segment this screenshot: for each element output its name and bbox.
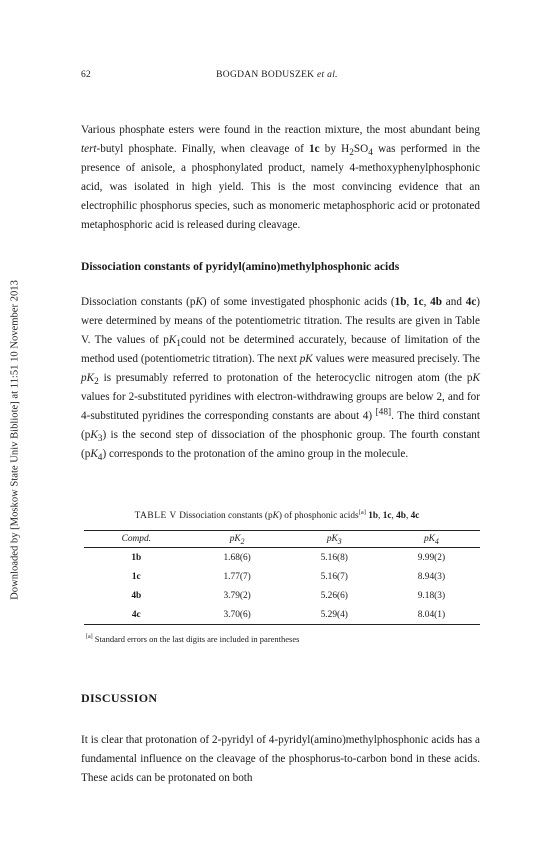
value-cell: 1.77(7) bbox=[223, 571, 251, 582]
authors-suffix: et al. bbox=[317, 70, 338, 80]
section-title-discussion: DISCUSSION bbox=[81, 691, 158, 705]
table-row bbox=[84, 548, 480, 568]
paragraph-phosphate-esters: Various phosphate esters were found in the reaction mixture, the most abundant being tert-butyl phosphate. Finally, when cleavage of 1c by $H_2SO_4$ was performed in the presence of anisole, a phosphonylated product, namely 4-methoxyphenylphosphonic acid, was isolated in high yield. This is the most convincing evidence that an electrophilic phosphorus species, such as monomeric metaphosphoric acid or protonated metaphosphoric acid is released during cleavage. bbox=[81, 124, 481, 231]
value-cell: 8.04(1) bbox=[383, 605, 480, 625]
value-cell: 5.29(4) bbox=[286, 605, 383, 625]
compound-cell: 1b bbox=[131, 552, 142, 563]
table-footnote: [a] Standard errors on the last digits are included in parentheses bbox=[86, 634, 300, 644]
value-cell: 3.70(6) bbox=[189, 605, 286, 625]
value-cell: 3.79(2) bbox=[223, 590, 251, 601]
section-title-dissociation: Dissociation constants of pyridyl(amino)methylphosphonic acids bbox=[81, 260, 400, 273]
table-row bbox=[84, 567, 480, 586]
dissociation-table bbox=[84, 530, 480, 625]
table-header-row bbox=[84, 531, 480, 548]
authors-name: BOGDAN BODUSZEK bbox=[216, 70, 315, 80]
table-caption-text: Dissociation constants (pK) of phosphonic acids[a] 1b, 1c, 4b, 4c bbox=[179, 508, 420, 521]
column-header: $pK_3$ bbox=[286, 531, 383, 548]
value-cell: 9.18(3) bbox=[417, 590, 446, 601]
table-row bbox=[84, 586, 480, 605]
download-watermark bbox=[0, 0, 30, 865]
paragraph-discussion: It is clear that protonation of 2-pyridyl of 4-pyridyl(amino)methylphosphonic acids has a fundamental influence on the cleavage of the phosphorus-to-carbon bond in these acids. These acids can be protonated on both bbox=[81, 734, 480, 784]
table-label: TABLE V bbox=[134, 511, 177, 521]
value-cell: 1.68(6) bbox=[223, 552, 251, 563]
column-header: Compd. bbox=[84, 531, 189, 548]
page-number: 62 bbox=[81, 70, 92, 80]
value-cell: 5.26(6) bbox=[320, 590, 348, 601]
value-cell: 9.99(2) bbox=[417, 552, 446, 563]
table-caption bbox=[74, 508, 480, 521]
column-header: $pK_4$ bbox=[383, 531, 480, 548]
column-header: $pK_2$ bbox=[189, 531, 286, 548]
value-cell: 5.16(7) bbox=[320, 571, 348, 582]
table-row bbox=[84, 605, 480, 625]
compound-cell: 4c bbox=[84, 605, 189, 625]
compound-cell: 4b bbox=[131, 590, 142, 601]
value-cell: 8.94(3) bbox=[417, 571, 446, 582]
value-cell: 5.16(8) bbox=[320, 552, 348, 563]
download-note: Downloaded by [Moskow State Univ Bibliote] at 11:51 10 November 2013 bbox=[9, 280, 21, 600]
running-authors bbox=[74, 70, 480, 80]
paragraph-dissociation: Dissociation constants (pK) of some investigated phosphonic acids (1b, 1c, 4b and 4c) were determined by means of the potentiometric titration. The results are given in Table V. The values of $pK_1could$ not be determined accurately, because of limitation of the method used (potentiometric titration). The next pK values were measured precisely. The $pK_2$ is presumably referred to protonation of the heterocyclic nitrogen atom (the pK values for 2-substituted pyridines with electron-withdrawing groups are below 2, and for 4-substituted pyridines the corresponding constants are about 4) [48]. The third constant $(pK_3)$ is the second step of dissociation of the phosphonic group. The fourth constant $(pK_4)$ corresponds to the protonation of the amino group in the molecule. bbox=[81, 296, 481, 464]
running-header bbox=[74, 70, 480, 84]
compound-cell: 1c bbox=[131, 571, 141, 582]
